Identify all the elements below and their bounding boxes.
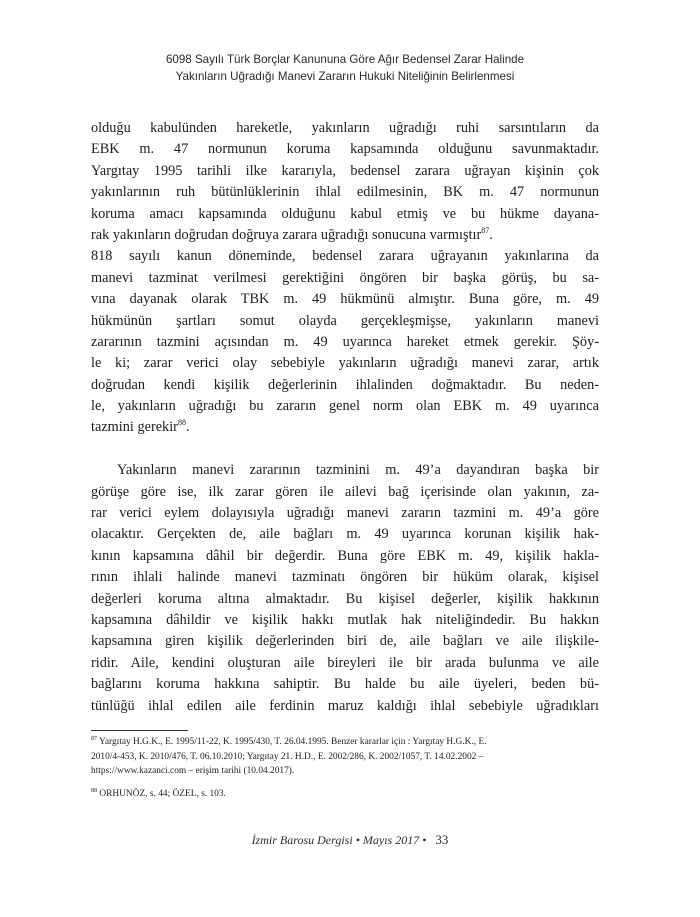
text-line: tünlüğü ihlal edilen aile ferdinin maruz kaldığı ihlal sebebiyle uğradıkları	[91, 697, 599, 714]
text-line: bağlarını koruma hakkına sahiptir. Bu halde bu aile üyeleri, beden bü-	[91, 676, 599, 693]
text-line: tazmini gerekir$^{88}$.	[91, 418, 190, 436]
text-line: hükmünün şartları somut olayda gerçekleşmişse, yakınların manevi	[91, 312, 599, 329]
text-line: rar verici eylem dolayısıyla uğradığı manevi zararın tazmini m. 49’a göre	[91, 505, 599, 522]
text-line: Yakınların manevi zararının tazminini m. 49’a dayandıran başka bir	[117, 462, 599, 479]
issue-date: Mayıs 2017	[362, 833, 420, 847]
paragraph-2	[91, 460, 599, 717]
text-line-content: rak yakınların doğrudan doğruya zarara uğradığı sonucuna varmıştır	[91, 226, 482, 243]
text-line: ridir. Aile, kendini oluşturan aile bireyleri ile bir arada bulunma ve aile	[91, 654, 599, 671]
text-line: kapsamına giren kişilik değerlerinden biri de, aile bağları ve aile ilişkile-	[91, 633, 599, 650]
text-line: görüşe göre ise, ilk zarar gören ile ailevi bağ içerisinde olan yakının, za-	[91, 483, 599, 500]
text-line: le, yakınların uğradığı bu zararın genel norm olan EBK m. 49 uyarınca	[91, 398, 599, 415]
text-line: EBK m. 47 normunun koruma kapsamında olduğunu savunmaktadır.	[91, 141, 599, 158]
text-line: doğrudan kendi kişilik değerlerinin ihlalinden doğmaktadır. Bu neden-	[91, 376, 599, 393]
running-header-line-2: Yakınların Uğradığı Manevi Zararın Hukuki Niteliğinin Belirlenmesi	[175, 70, 515, 83]
text-line: manevi tazminat verilmesi gerektiğini öngören bir başka görüş, bu sa-	[91, 269, 599, 286]
footnote-text: Yargıtay H.G.K., E. 1995/11-22, K. 1995/430, T. 26.04.1995. Benzer kararlar için : Yargıtay H.G.K., E.	[99, 737, 487, 747]
page-footer	[0, 832, 700, 848]
text-line: 818 sayılı kanun döneminde, bedensel zarara uğrayanın yakınlarına da	[91, 248, 599, 265]
text-line-content: tazmini gerekir	[91, 419, 178, 436]
paragraph-spacer	[91, 439, 599, 460]
footnote-text: ORHUNÖZ, s. 44; ÖZEL, s. 103.	[99, 789, 226, 800]
footer-bullet: •	[355, 833, 360, 847]
footnotes	[91, 735, 599, 802]
footer-bullet: •	[422, 833, 427, 847]
text-line: koruma amacı kapsamında olduğunu kabul etmiş ve bu hükme dayana-	[91, 205, 599, 222]
body-text	[91, 118, 599, 717]
footnote-number: 88	[91, 788, 97, 795]
text-line: rının ihlali halinde manevi tazminatı öngören bir hüküm olarak, kişisel	[91, 569, 599, 586]
text-line: olacaktır. Gerçekten de, aile bağları m. 49 uyarınca korunan kişilik hak-	[91, 526, 599, 543]
footnote-87	[91, 735, 599, 779]
footnote-separator	[91, 730, 188, 731]
text-line: yakınlarının ruh bütünlüklerinin ihlal edilmesinin, BK m. 47 normunun	[91, 184, 599, 201]
text-line: olduğu kabulünden hareketle, yakınların uğradığı ruhi sarsıntıların da	[91, 120, 599, 136]
text-line: zararının tazmini açısından m. 49 uyarınca hareket etmek gerekir. Şöy-	[91, 333, 599, 350]
text-line: le ki; zarar verici olay sebebiyle yakınların uğradığı manevi zarar, artık	[91, 355, 599, 372]
running-header	[90, 51, 600, 85]
text-line: vına dayanak olarak TBK m. 49 hükmünü almıştır. Buna göre, m. 49	[91, 291, 599, 308]
footnote-line	[91, 735, 599, 750]
running-header-line-1: 6098 Sayılı Türk Borçlar Kanununa Göre Ağır Bedensel Zarar Halinde	[165, 53, 525, 66]
footnote-line	[91, 787, 599, 802]
footnote-line: 2010/4-453, K. 2010/476, T. 06.10.2010; Yargıtay 21. H.D., E. 2002/286, K. 2002/1057, T. 14.02.2002 –	[91, 751, 484, 762]
text-line: kapsamına dâhildir ve kişilik hakkı mutlak hak niteliğindedir. Bu hakkın	[91, 611, 599, 628]
footnote-ref-88[interactable]: 88	[177, 418, 186, 428]
text-line: kının kapsamına dâhil bir değerdir. Buna göre EBK m. 49, kişilik hakla-	[91, 547, 599, 564]
journal-name: İzmir Barosu Dergisi	[251, 833, 353, 847]
text-line: Yargıtay 1995 tarihli ilke kararıyla, bedensel zarara uğrayan kişinin çok	[91, 162, 599, 179]
text-line: değerleri koruma altına almaktadır. Bu kişisel değerler, kişilik hakkının	[91, 590, 599, 607]
paragraph-1	[91, 118, 599, 439]
footnote-link[interactable]: https://www.kazanci.com – erişim tarihi (10.04.2017).	[91, 766, 295, 777]
page-number: 33	[435, 832, 449, 847]
footnote-number: 87	[91, 736, 97, 742]
footnote-88	[91, 787, 599, 802]
footnote-ref-87[interactable]: 87	[481, 225, 490, 235]
text-line: rak yakınların doğrudan doğruya zarara uğradığı sonucuna varmıştır$^{87}$.	[91, 225, 493, 243]
